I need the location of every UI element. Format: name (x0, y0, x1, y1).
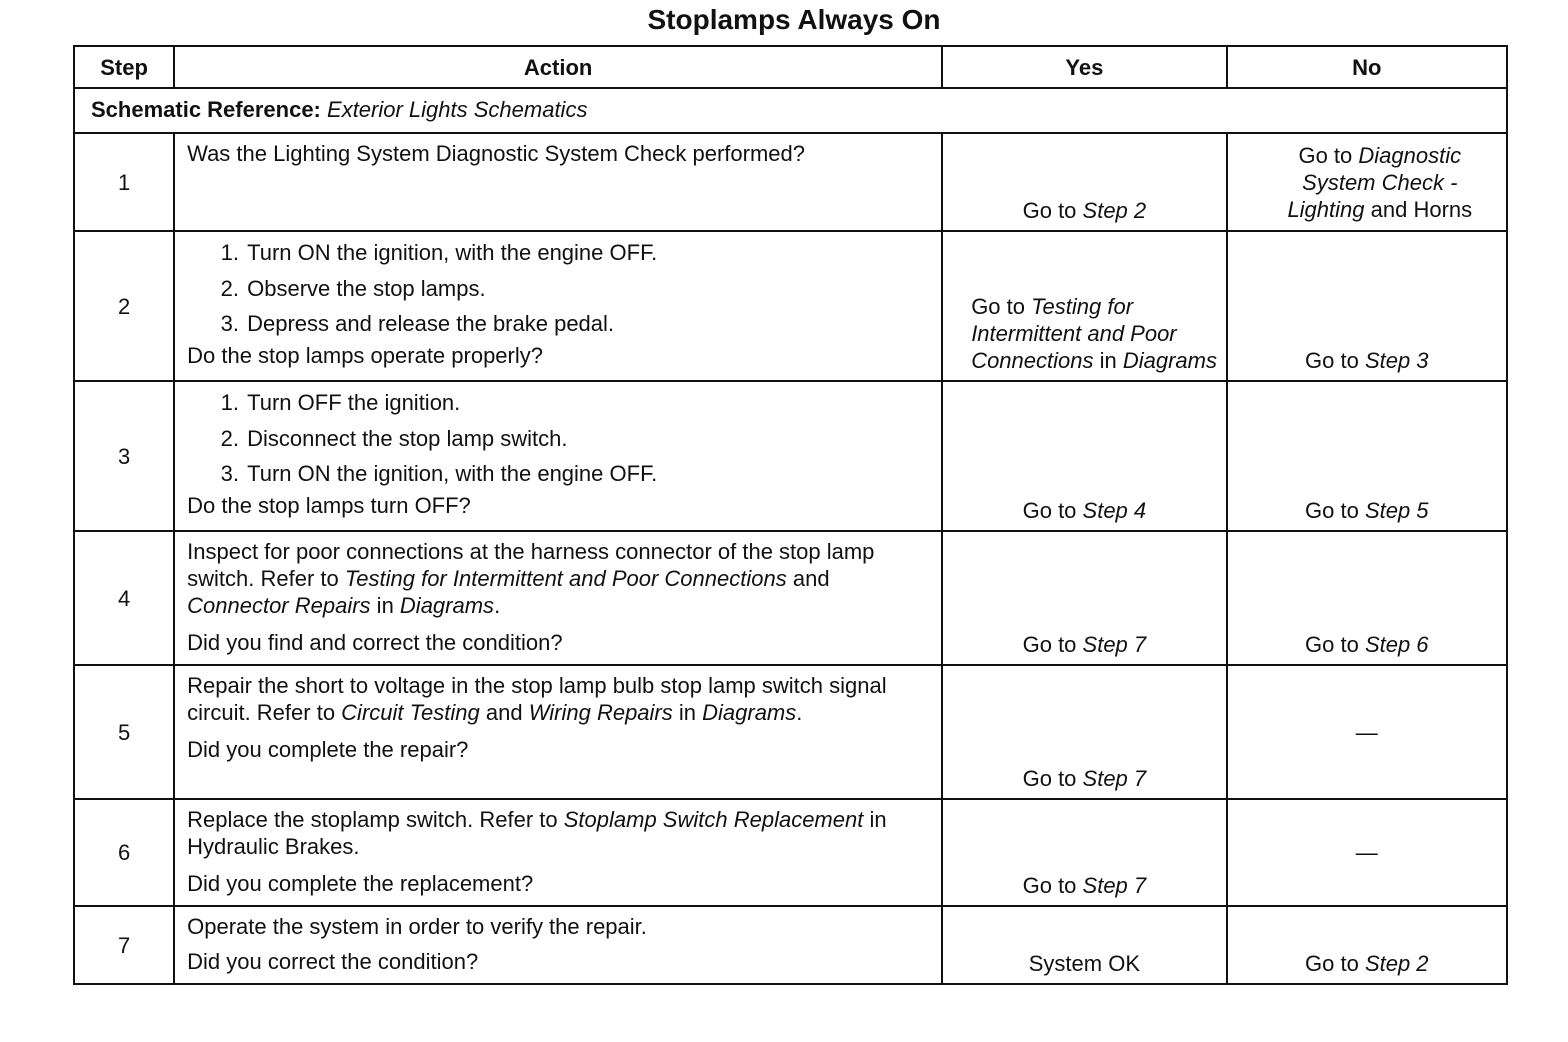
yes-link[interactable]: Step 7 (1082, 766, 1147, 791)
action-cell (174, 799, 942, 906)
instruction-text: in (672, 700, 703, 725)
no-cell: — (1227, 665, 1507, 799)
action-step: 3. Turn ON the ignition, with the engine OFF. (245, 456, 931, 492)
action-question: Do the stop lamps operate properly? (187, 342, 543, 368)
yes-link[interactable]: Step 7 (1082, 632, 1147, 657)
no-prefix: Go to (1298, 143, 1359, 168)
instruction-text: and (479, 700, 529, 725)
yes-link[interactable]: Step 2 (1082, 198, 1147, 223)
reference-link[interactable]: Diagrams (702, 700, 797, 725)
table-header-row (74, 46, 1507, 88)
action-instruction: Operate the system in order to verify the repair. (187, 914, 647, 939)
instruction-text: in (370, 593, 400, 618)
action-question: Was the Lighting System Diagnostic System Check performed? (187, 141, 806, 166)
action-steps (187, 385, 931, 492)
no-prefix: Go to (1305, 951, 1365, 976)
no-link[interactable]: Diagnostic System Check - Lighting (1287, 143, 1462, 222)
yes-cell (942, 531, 1226, 665)
schematic-reference-link[interactable]: Exterior Lights Schematics (327, 97, 588, 122)
yes-prefix: Go to (1022, 632, 1083, 657)
yes-prefix: Go to (1022, 498, 1083, 523)
header-yes: Yes (942, 46, 1226, 88)
action-instruction (187, 672, 931, 726)
action-step: 2. Observe the stop lamps. (245, 271, 931, 307)
page-title: Stoplamps Always On (647, 4, 941, 35)
reference-link[interactable]: Stoplamp Switch Replacement (563, 807, 864, 832)
action-step: 1. Turn ON the ignition, with the engine OFF. (245, 235, 931, 271)
reference-link[interactable]: Testing for Intermittent and Poor Connections (344, 566, 787, 591)
action-instruction (187, 538, 931, 619)
instruction-text: in Hydraulic Brakes. (187, 807, 887, 859)
action-steps (187, 235, 931, 342)
no-prefix: Go to (1305, 348, 1365, 373)
no-cell (1227, 381, 1507, 531)
table-row (74, 799, 1507, 906)
instruction-text: Replace the stoplamp switch. Refer to (187, 807, 564, 832)
instruction-text: . (494, 593, 501, 618)
no-cell (1227, 906, 1507, 984)
no-prefix: Go to (1305, 498, 1365, 523)
step-number: 7 (74, 906, 174, 984)
step-number: 4 (74, 531, 174, 665)
no-cell (1227, 231, 1507, 381)
reference-link[interactable]: Circuit Testing (341, 700, 480, 725)
action-cell (174, 133, 942, 231)
no-cell (1227, 531, 1507, 665)
schematic-reference-label: Schematic Reference: (91, 97, 321, 122)
action-step: 2. Disconnect the stop lamp switch. (245, 421, 931, 457)
action-cell (174, 231, 942, 381)
action-question: Did you complete the repair? (187, 737, 469, 762)
reference-link[interactable]: Connector Repairs (187, 593, 371, 618)
yes-link[interactable]: Step 4 (1082, 498, 1147, 523)
yes-prefix: Go to (1022, 873, 1083, 898)
yes-link[interactable]: Step 7 (1082, 873, 1147, 898)
table-row (74, 665, 1507, 799)
no-cell: — (1227, 799, 1507, 906)
step-number: 3 (74, 381, 174, 531)
no-link[interactable]: Step 2 (1364, 951, 1429, 976)
step-number: 2 (74, 231, 174, 381)
step-number: 1 (74, 133, 174, 231)
no-link[interactable]: Step 3 (1364, 348, 1429, 373)
reference-link[interactable]: Diagrams (399, 593, 495, 618)
header-step: Step (74, 46, 174, 88)
action-cell (174, 381, 942, 531)
header-action: Action (174, 46, 942, 88)
action-step: 3. Depress and release the brake pedal. (245, 306, 931, 342)
action-cell (174, 531, 942, 665)
table-row (74, 231, 1507, 381)
step-number: 5 (74, 665, 174, 799)
schematic-reference (74, 88, 1507, 133)
yes-mid: in (1093, 348, 1123, 373)
no-prefix: Go to (1305, 632, 1365, 657)
yes-cell: System OK (942, 906, 1226, 984)
no-cell (1227, 133, 1507, 231)
action-step: 1. Turn OFF the ignition. (245, 385, 931, 421)
reference-link[interactable]: Wiring Repairs (528, 700, 673, 725)
instruction-text: . (796, 700, 803, 725)
action-instruction (187, 806, 931, 860)
yes-prefix: Go to (1022, 198, 1083, 223)
yes-cell (942, 231, 1226, 381)
yes-link[interactable]: Testing for Intermittent and Poor Connections (971, 294, 1177, 373)
yes-prefix: Go to (1022, 766, 1083, 791)
table-row (74, 906, 1507, 984)
header-no: No (1227, 46, 1507, 88)
yes-link-2[interactable]: Diagrams (1122, 348, 1217, 373)
yes-cell (942, 133, 1226, 231)
step-number: 6 (74, 799, 174, 906)
no-link[interactable]: Step 6 (1364, 632, 1429, 657)
diagnostic-table (73, 45, 1508, 985)
yes-prefix: Go to (971, 294, 1032, 319)
action-question: Do the stop lamps turn OFF? (187, 492, 471, 518)
action-cell (174, 906, 942, 984)
table-row (74, 381, 1507, 531)
instruction-text: Inspect for poor connections at the harness connector of the stop lamp switch. Refer to (187, 539, 875, 591)
instruction-text: Repair the short to voltage in the stop lamp bulb stop lamp switch signal circuit. Refer to (187, 673, 887, 725)
action-cell (174, 665, 942, 799)
no-link[interactable]: Step 5 (1364, 498, 1429, 523)
yes-cell (942, 381, 1226, 531)
no-suffix: and Horns (1364, 197, 1473, 222)
yes-cell (942, 665, 1226, 799)
table-row (74, 531, 1507, 665)
schematic-reference-row (74, 88, 1507, 133)
table-row (74, 133, 1507, 231)
instruction-text: and (786, 566, 830, 591)
yes-cell (942, 799, 1226, 906)
action-question: Did you find and correct the condition? (187, 630, 563, 655)
action-question: Did you correct the condition? (187, 949, 479, 974)
action-question: Did you complete the replacement? (187, 871, 534, 896)
